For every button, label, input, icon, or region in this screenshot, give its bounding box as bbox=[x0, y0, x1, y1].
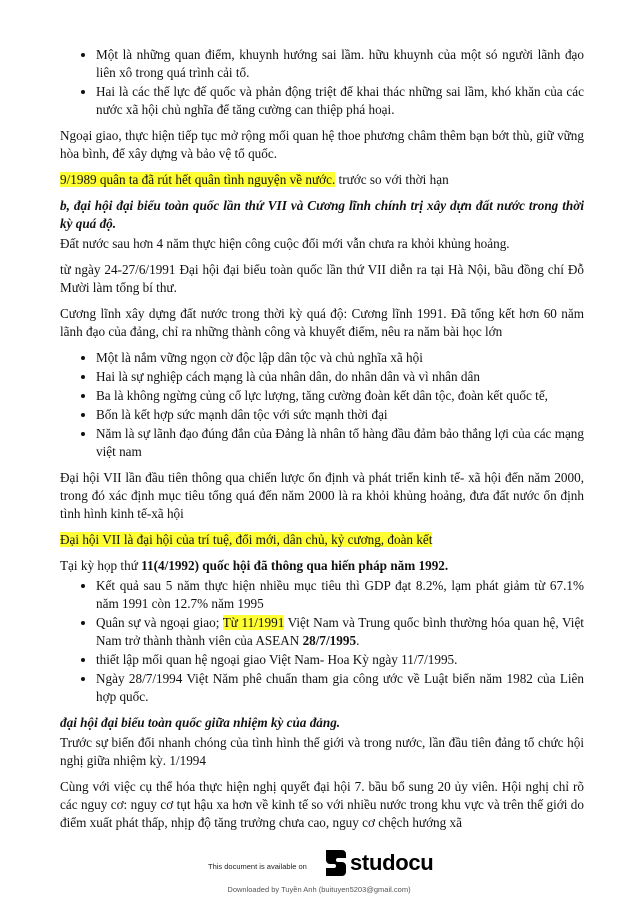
intro-bullet-list bbox=[60, 46, 584, 119]
list-item: • Năm là sự lãnh đạo đúng đắn của Đảng là nhân tố hàng đầu đảm bảo thắng lợi của các mạng việt nam bbox=[96, 425, 584, 461]
section-heading-giua-ky: đại hội đại biểu toàn quốc giữa nhiệm kỳ của đảng. bbox=[60, 715, 341, 730]
paragraph-text: trước so với thời hạn bbox=[335, 172, 449, 187]
list-item: • Kết quả sau 5 năm thực hiện nhiều mục tiêu thì GDP đạt 8.2%, lạm phát giảm từ 67.1% năm 1991 còn 12.7% năm 1995 bbox=[96, 577, 584, 613]
section-heading-b: b, đại hội đại biểu toàn quốc lần thứ VII và Cương lĩnh chính trị xây dựn đất nước trong thời kỳ quá độ. bbox=[60, 198, 584, 231]
results-list bbox=[60, 577, 584, 706]
downloaded-by-text: Downloaded by Tuyền Anh (buituyen5203@gmail.com) bbox=[227, 885, 411, 894]
list-item: • Hai là các thế lực đế quốc và phản động triệt để khai thác những sai lầm, khó khăn của các nước xã hội chủ nghĩa để tăng cường can thiệp phá hoại. bbox=[96, 83, 584, 119]
highlighted-text: Từ 11/1991 bbox=[222, 615, 285, 630]
paragraph-text: Tại kỳ họp thứ bbox=[60, 558, 142, 573]
list-item: • Một là nắm vững ngọn cờ độc lập dân tộc và chủ nghĩa xã hội bbox=[96, 349, 584, 367]
paragraph-ngoai-giao: Ngoại giao, thực hiện tiếp tục mở rộng mối quan hệ thoe phương châm thêm bạn bớt thù, giữ vững hòa bình, để xây dựng và bảo vệ tổ quốc. bbox=[60, 128, 584, 161]
studocu-logo-link[interactable] bbox=[322, 848, 434, 878]
list-item bbox=[96, 614, 584, 650]
paragraph-truoc-su: Trước sự biến đổi nhanh chóng của tình hình thế giới và trong nước, lần đầu tiên đảng tổ chức hội nghị giữa nhiệm kỳ. 1/1994 bbox=[60, 735, 584, 768]
paragraph-dai-hoi-highlight bbox=[60, 531, 584, 549]
studocu-logo-icon bbox=[322, 848, 348, 878]
bold-text: 11(4/1992) quốc hội đã thông qua hiến pháp năm 1992. bbox=[141, 558, 449, 573]
list-item: • Ngày 28/7/1994 Việt Năm phê chuẩn tham gia công ước về Luật biển năm 1982 của Liên hợp quốc. bbox=[96, 670, 584, 706]
list-item: • thiết lập mối quan hệ ngoại giao Việt Nam- Hoa Kỳ ngày 11/7/1995. bbox=[96, 651, 584, 669]
bold-text: 28/7/1995 bbox=[302, 633, 357, 648]
paragraph-cung-voi: Cùng với việc cụ thể hóa thực hiện nghị quyết đại hội 7. bầu bổ sung 20 ủy viên. Hội nghị chỉ rõ các nguy cơ: nguy cơ tụt hậu xa hơn về kinh tế so với nhiều nước trong khu vực và trên thế giới do điểm xuất phát thấp, nhịp độ tăng trưởng chưa cao, nguy cơ chệch hướng xã bbox=[60, 779, 584, 830]
paragraph-cuong-linh: Cương lĩnh xây dựng đất nước trong thời kỳ quá độ: Cương lĩnh 1991. Đã tổng kết hơn 60 năm lãnh đạo của đảng, chỉ ra những thành công và khuyết điểm, nêu ra năm bài học lớn bbox=[60, 306, 584, 339]
available-on-text: This document is available on bbox=[208, 862, 307, 871]
lessons-list bbox=[60, 349, 584, 461]
document-body bbox=[60, 46, 584, 840]
list-item-text: . bbox=[356, 633, 360, 648]
list-item: • Ba là không ngừng củng cố lực lượng, tăng cường đoàn kết dân tộc, đoàn kết quốc tế, bbox=[96, 387, 584, 405]
highlighted-text: Đại hội VII là đại hội của trí tuệ, đổi mới, dân chủ, kỷ cương, đoàn kết bbox=[60, 532, 433, 547]
highlighted-text: 9/1989 quân ta đã rút hết quân tình nguyện về nước. bbox=[60, 172, 336, 187]
paragraph-tu-ngay: từ ngày 24-27/6/1991 Đại hội đại biểu toàn quốc lần thứ VII diễn ra tại Hà Nội, bầu đồng chí Đỗ Mười làm tổng bí thư. bbox=[60, 262, 584, 295]
paragraph-dai-hoi-vii: Đại hội VII lần đầu tiên thông qua chiến lược ổn định và phát triển kinh tế- xã hội đến năm 2000, trong đó xác định mục tiêu tổng quá đến năm 2000 là ra khỏi khủng hoảng, đưa đất nước ổn định tình hình kinh tế-xã hội bbox=[60, 470, 584, 521]
studocu-brand-text: studocu bbox=[350, 850, 434, 875]
list-item: • Bốn là kết hợp sức mạnh dân tộc với sức mạnh thời đại bbox=[96, 406, 584, 424]
paragraph-rut-quan bbox=[60, 171, 584, 189]
list-item-text: Việt Nam và Trung quốc bình thường hóa quan hệ, Việt Nam trở thành thành viên của ASEAN bbox=[96, 615, 584, 648]
paragraph-dat-nuoc: Đất nước sau hơn 4 năm thực hiện công cuộc đổi mới vẫn chưa ra khỏi khủng hoảng. bbox=[60, 236, 510, 251]
list-item: • Một là những quan điểm, khuynh hướng sai lầm. hữu khuynh của một só người lãnh đạo liên xô trong quá trình cải tổ. bbox=[96, 46, 584, 82]
paragraph-ky-hop bbox=[60, 557, 584, 575]
list-item: • Hai là sự nghiệp cách mạng là của nhân dân, do nhân dân và vì nhân dân bbox=[96, 368, 584, 386]
list-item-text: Quân sự và ngoại giao; bbox=[96, 615, 223, 630]
